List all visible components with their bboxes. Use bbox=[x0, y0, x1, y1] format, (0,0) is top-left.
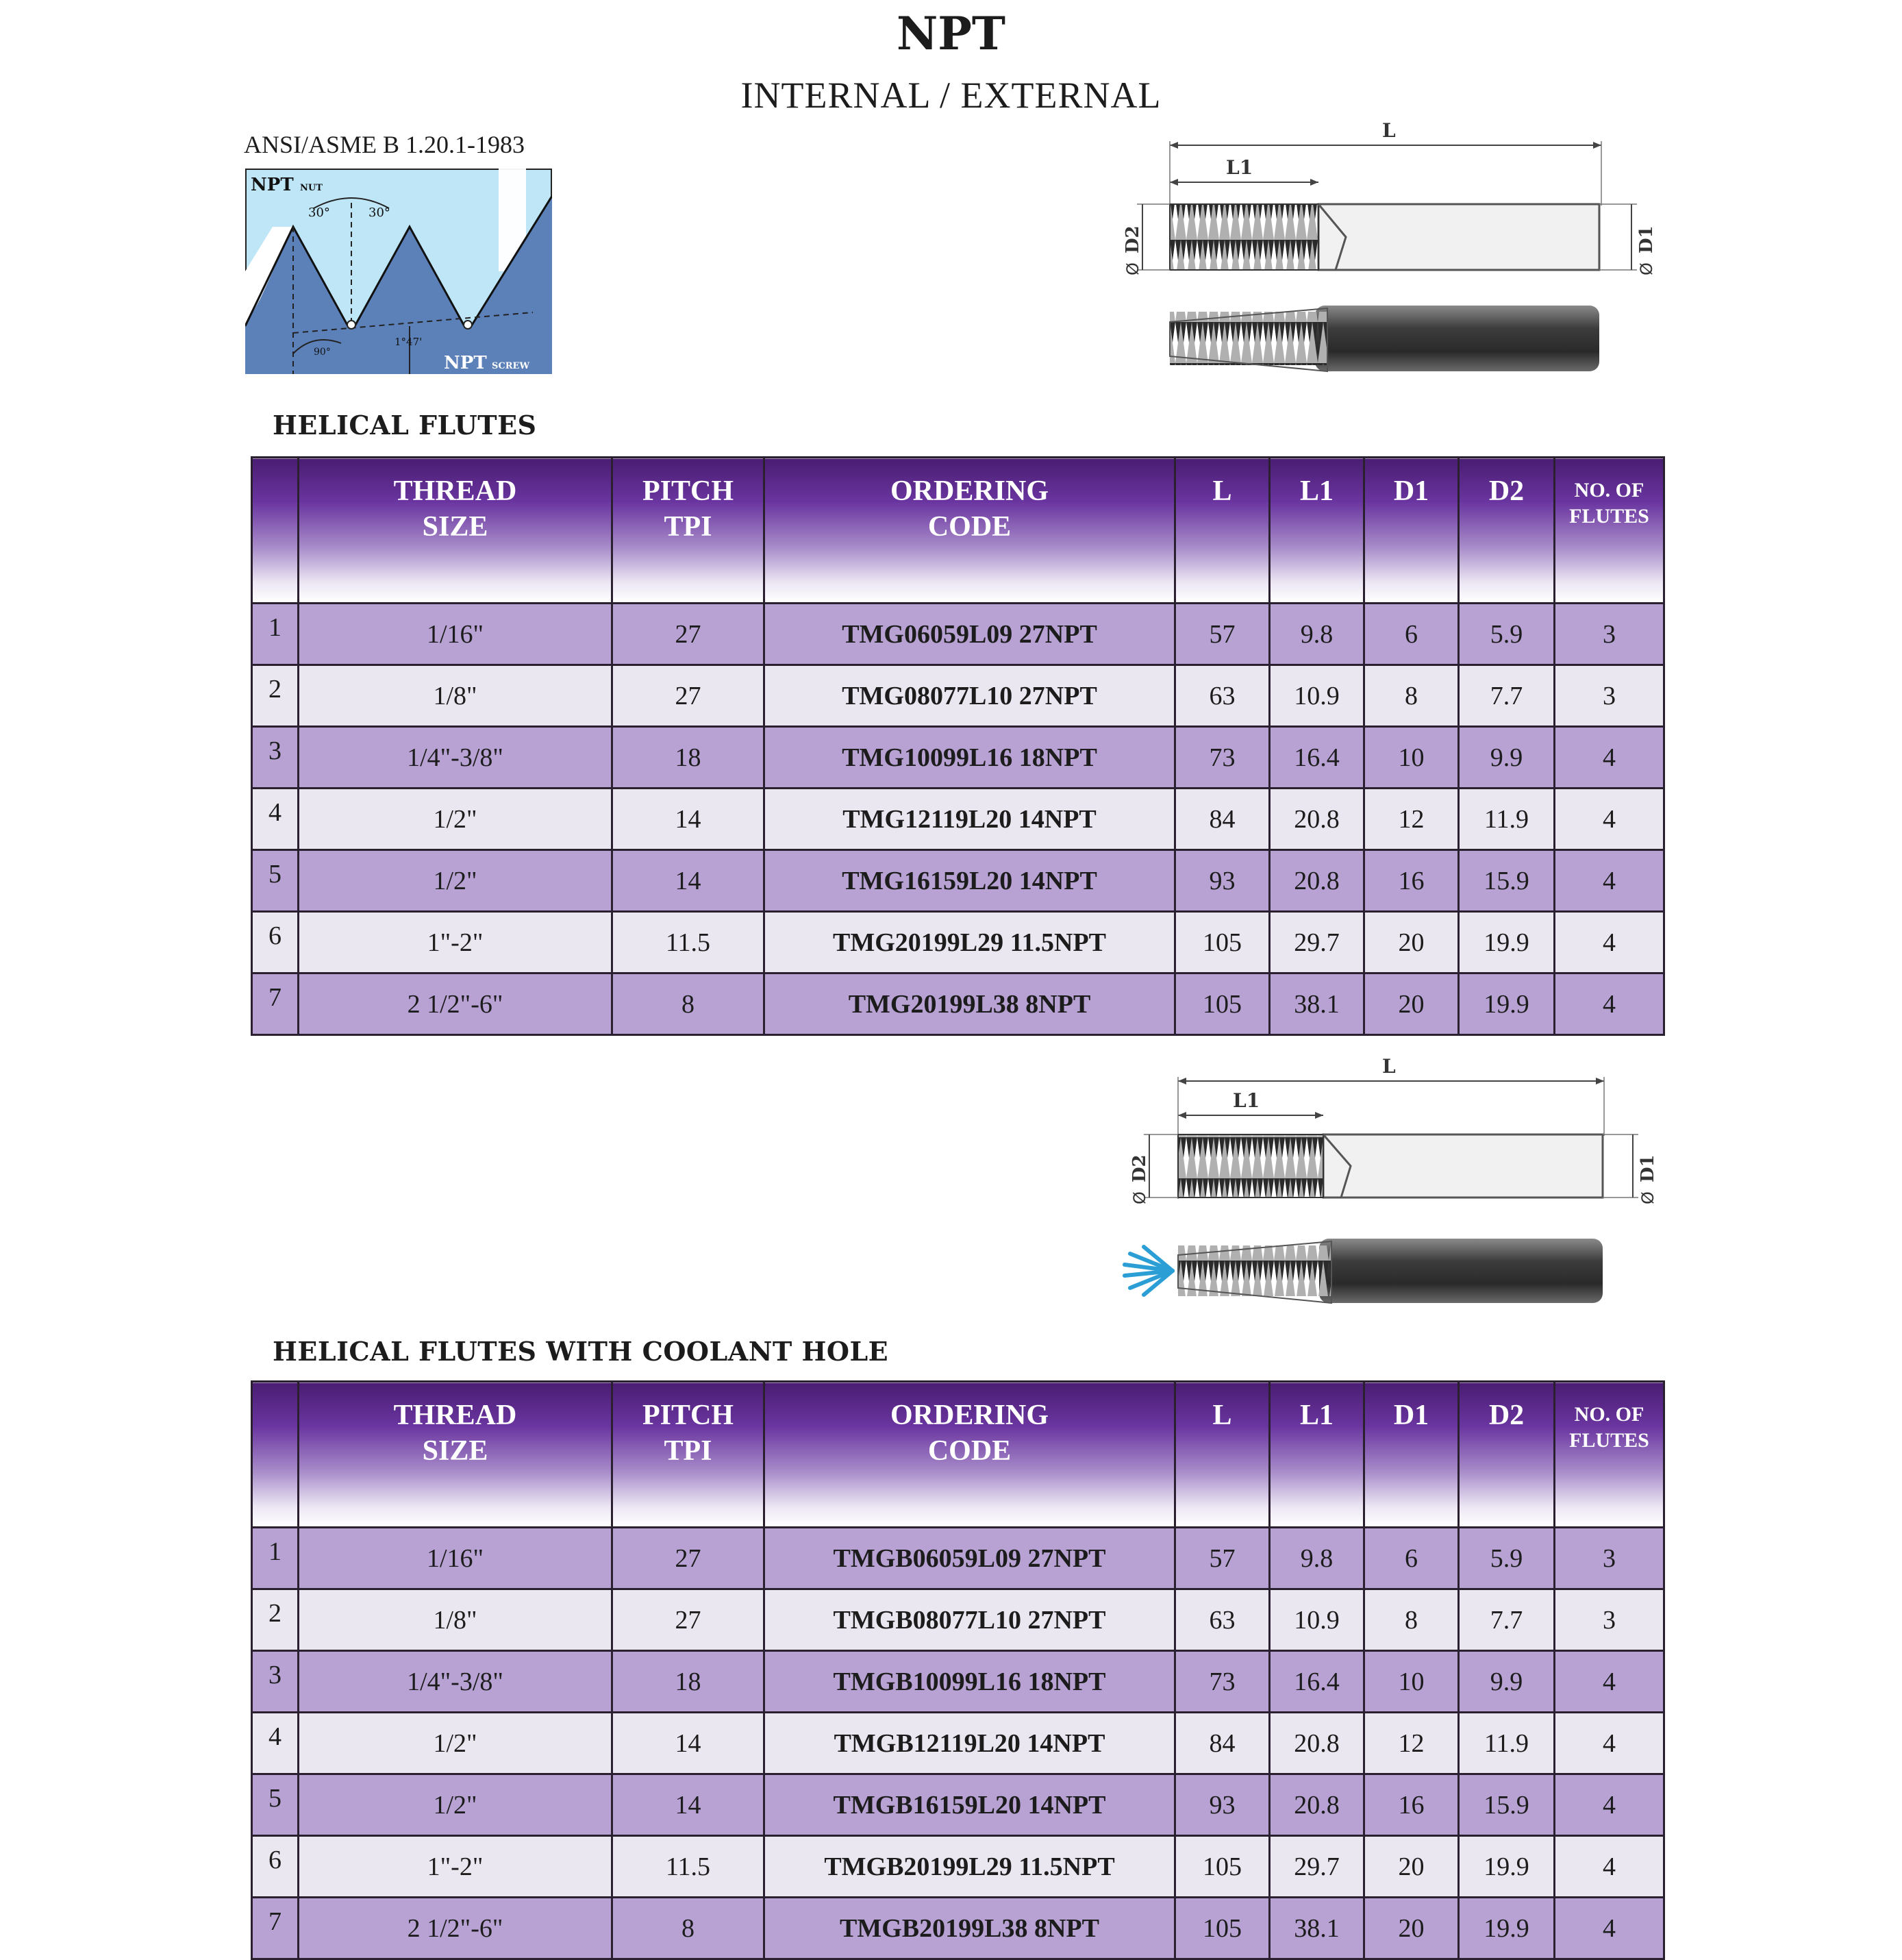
section-title-helical-flutes: HELICAL FLUTES bbox=[273, 410, 537, 441]
thread-size-cell: 1"-2" bbox=[299, 912, 612, 973]
L1-cell: 10.9 bbox=[1270, 665, 1364, 727]
L-cell: 105 bbox=[1175, 1836, 1270, 1898]
flutes-cell: 4 bbox=[1555, 912, 1664, 973]
table-row bbox=[252, 604, 1664, 665]
page-subtitle: INTERNAL / EXTERNAL bbox=[740, 75, 1162, 116]
flutes-cell: 4 bbox=[1555, 727, 1664, 789]
flutes-cell: 3 bbox=[1555, 1589, 1664, 1651]
pitch-cell: 27 bbox=[612, 604, 764, 665]
D1-cell: 20 bbox=[1364, 973, 1459, 1035]
pitch-cell: 18 bbox=[612, 727, 764, 789]
flutes-cell: 4 bbox=[1555, 1651, 1664, 1713]
col-header-L: L bbox=[1175, 458, 1270, 604]
flutes-cell: 4 bbox=[1555, 1774, 1664, 1836]
D2-cell: 5.9 bbox=[1459, 604, 1555, 665]
flutes-cell: 3 bbox=[1555, 1528, 1664, 1589]
helical-flutes-coolant-table bbox=[251, 1380, 1665, 1960]
angle-left-label: 30° bbox=[308, 206, 330, 220]
table-row bbox=[252, 1774, 1664, 1836]
D1-cell: 10 bbox=[1364, 727, 1459, 789]
thread-size-cell: 1/2" bbox=[299, 789, 612, 850]
col-header-ordering-code: ORDERING CODE bbox=[764, 458, 1175, 604]
dim-D1-label: D1 bbox=[1638, 1154, 1658, 1182]
D2-cell: 9.9 bbox=[1459, 727, 1555, 789]
L-cell: 57 bbox=[1175, 604, 1270, 665]
thread-size-cell: 1/4"-3/8" bbox=[299, 1651, 612, 1713]
nut-sub-label: NUT bbox=[300, 183, 323, 193]
ordering-code-cell: TMGB20199L29 11.5NPT bbox=[764, 1836, 1175, 1898]
col-header-flutes: NO. OF FLUTES bbox=[1555, 458, 1664, 604]
thread-size-cell: 1/2" bbox=[299, 850, 612, 912]
row-index: 6 bbox=[252, 1836, 299, 1898]
L-cell: 73 bbox=[1175, 1651, 1270, 1713]
table-row bbox=[252, 1713, 1664, 1774]
pitch-cell: 18 bbox=[612, 1651, 764, 1713]
D2-cell: 5.9 bbox=[1459, 1528, 1555, 1589]
pitch-cell: 8 bbox=[612, 1898, 764, 1959]
diameter-symbol-d1: Ø bbox=[1638, 1191, 1657, 1204]
table-row bbox=[252, 1836, 1664, 1898]
thread-size-cell: 1/2" bbox=[299, 1774, 612, 1836]
pitch-cell: 27 bbox=[612, 665, 764, 727]
ordering-code-cell: TMG20199L38 8NPT bbox=[764, 973, 1175, 1035]
D2-cell: 7.7 bbox=[1459, 1589, 1555, 1651]
D1-cell: 6 bbox=[1364, 604, 1459, 665]
standard-label: ANSI/ASME B 1.20.1-1983 bbox=[244, 131, 525, 158]
L1-cell: 16.4 bbox=[1270, 727, 1364, 789]
col-header-index bbox=[252, 1382, 299, 1528]
L-cell: 63 bbox=[1175, 665, 1270, 727]
coolant-spray-icon bbox=[1125, 1247, 1173, 1295]
pitch-cell: 27 bbox=[612, 1528, 764, 1589]
dim-L1-label: L1 bbox=[1233, 1089, 1260, 1112]
flutes-cell: 3 bbox=[1555, 604, 1664, 665]
col-header-L1: L1 bbox=[1270, 458, 1364, 604]
table-row bbox=[252, 1898, 1664, 1959]
ordering-code-cell: TMGB16159L20 14NPT bbox=[764, 1774, 1175, 1836]
row-index: 3 bbox=[252, 727, 299, 789]
L-cell: 105 bbox=[1175, 973, 1270, 1035]
angle-right-label: 30° bbox=[368, 206, 390, 220]
D1-cell: 16 bbox=[1364, 1774, 1459, 1836]
flutes-cell: 3 bbox=[1555, 665, 1664, 727]
flutes-cell: 4 bbox=[1555, 1836, 1664, 1898]
dim-L-label: L bbox=[1382, 1055, 1396, 1078]
D1-cell: 16 bbox=[1364, 850, 1459, 912]
table-row bbox=[252, 1651, 1664, 1713]
L-cell: 105 bbox=[1175, 912, 1270, 973]
D2-cell: 7.7 bbox=[1459, 665, 1555, 727]
col-header-D2: D2 bbox=[1459, 1382, 1555, 1528]
row-index: 1 bbox=[252, 1528, 299, 1589]
thread-mill-drawing bbox=[1110, 116, 1671, 397]
diameter-symbol-d2: Ø bbox=[1130, 1191, 1149, 1204]
flutes-cell: 4 bbox=[1555, 1898, 1664, 1959]
dim-L-label: L bbox=[1382, 119, 1396, 142]
L1-cell: 29.7 bbox=[1270, 912, 1364, 973]
table-row bbox=[252, 973, 1664, 1035]
dim-D2-label: D2 bbox=[1123, 225, 1143, 253]
ordering-code-cell: TMGB08077L10 27NPT bbox=[764, 1589, 1175, 1651]
L1-cell: 10.9 bbox=[1270, 1589, 1364, 1651]
pitch-cell: 27 bbox=[612, 1589, 764, 1651]
thread-size-cell: 2 1/2"-6" bbox=[299, 1898, 612, 1959]
table-row bbox=[252, 727, 1664, 789]
L-cell: 93 bbox=[1175, 1774, 1270, 1836]
col-header-ordering-code: ORDERING CODE bbox=[764, 1382, 1175, 1528]
L1-cell: 20.8 bbox=[1270, 789, 1364, 850]
ordering-code-cell: TMG12119L20 14NPT bbox=[764, 789, 1175, 850]
row-index: 3 bbox=[252, 1651, 299, 1713]
D2-cell: 15.9 bbox=[1459, 850, 1555, 912]
col-header-L1: L1 bbox=[1270, 1382, 1364, 1528]
pitch-cell: 14 bbox=[612, 1774, 764, 1836]
nut-label: NPT bbox=[251, 175, 294, 195]
col-header-thread-size: THREAD SIZE bbox=[299, 1382, 612, 1528]
D1-cell: 8 bbox=[1364, 1589, 1459, 1651]
thread-size-cell: 1/4"-3/8" bbox=[299, 727, 612, 789]
thread-size-cell: 2 1/2"-6" bbox=[299, 973, 612, 1035]
L1-cell: 29.7 bbox=[1270, 1836, 1364, 1898]
D1-cell: 20 bbox=[1364, 1836, 1459, 1898]
dim-D2-label: D2 bbox=[1129, 1154, 1150, 1182]
thread-size-cell: 1/16" bbox=[299, 1528, 612, 1589]
L-cell: 93 bbox=[1175, 850, 1270, 912]
L-cell: 57 bbox=[1175, 1528, 1270, 1589]
ordering-code-cell: TMG10099L16 18NPT bbox=[764, 727, 1175, 789]
table-header-row bbox=[252, 458, 1664, 604]
thread-size-cell: 1/8" bbox=[299, 1589, 612, 1651]
table-row bbox=[252, 850, 1664, 912]
thread-mill-coolant-drawing bbox=[1110, 1055, 1671, 1322]
col-header-D1: D1 bbox=[1364, 1382, 1459, 1528]
row-index: 2 bbox=[252, 665, 299, 727]
L1-cell: 38.1 bbox=[1270, 1898, 1364, 1959]
table-row bbox=[252, 1528, 1664, 1589]
L1-cell: 9.8 bbox=[1270, 604, 1364, 665]
L-cell: 73 bbox=[1175, 727, 1270, 789]
D2-cell: 19.9 bbox=[1459, 1898, 1555, 1959]
L1-cell: 20.8 bbox=[1270, 850, 1364, 912]
D1-cell: 12 bbox=[1364, 789, 1459, 850]
flutes-cell: 4 bbox=[1555, 850, 1664, 912]
pitch-cell: 11.5 bbox=[612, 912, 764, 973]
D1-cell: 20 bbox=[1364, 1898, 1459, 1959]
flutes-cell: 4 bbox=[1555, 1713, 1664, 1774]
col-header-D2: D2 bbox=[1459, 458, 1555, 604]
col-header-L: L bbox=[1175, 1382, 1270, 1528]
D2-cell: 15.9 bbox=[1459, 1774, 1555, 1836]
D2-cell: 19.9 bbox=[1459, 973, 1555, 1035]
row-index: 1 bbox=[252, 604, 299, 665]
D1-cell: 10 bbox=[1364, 1651, 1459, 1713]
taper-label: 1°47' bbox=[395, 336, 423, 348]
helical-flutes-table bbox=[251, 456, 1665, 1036]
D2-cell: 11.9 bbox=[1459, 789, 1555, 850]
pitch-cell: 14 bbox=[612, 1713, 764, 1774]
col-header-D1: D1 bbox=[1364, 458, 1459, 604]
flutes-cell: 4 bbox=[1555, 973, 1664, 1035]
table-row bbox=[252, 665, 1664, 727]
angle-90-label: 90° bbox=[314, 347, 331, 358]
thread-size-cell: 1/16" bbox=[299, 604, 612, 665]
ordering-code-cell: TMGB20199L38 8NPT bbox=[764, 1898, 1175, 1959]
D1-cell: 8 bbox=[1364, 665, 1459, 727]
col-header-pitch: PITCH TPI bbox=[612, 1382, 764, 1528]
screw-sub-label: SCREW bbox=[492, 361, 530, 371]
page-title: NPT bbox=[896, 7, 1006, 60]
pitch-cell: 14 bbox=[612, 850, 764, 912]
col-header-flutes: NO. OF FLUTES bbox=[1555, 1382, 1664, 1528]
table-row bbox=[252, 1589, 1664, 1651]
col-header-index bbox=[252, 458, 299, 604]
L-cell: 105 bbox=[1175, 1898, 1270, 1959]
L1-cell: 20.8 bbox=[1270, 1713, 1364, 1774]
dim-D1-label: D1 bbox=[1636, 225, 1657, 253]
ordering-code-cell: TMG06059L09 27NPT bbox=[764, 604, 1175, 665]
diameter-symbol-d2: Ø bbox=[1123, 262, 1142, 275]
dim-L1-label: L1 bbox=[1226, 156, 1253, 179]
ordering-code-cell: TMG08077L10 27NPT bbox=[764, 665, 1175, 727]
row-index: 6 bbox=[252, 912, 299, 973]
col-header-thread-size: THREAD SIZE bbox=[299, 458, 612, 604]
row-index: 4 bbox=[252, 1713, 299, 1774]
L1-cell: 16.4 bbox=[1270, 1651, 1364, 1713]
pitch-cell: 14 bbox=[612, 789, 764, 850]
ordering-code-cell: TMG16159L20 14NPT bbox=[764, 850, 1175, 912]
diameter-symbol-d1: Ø bbox=[1637, 262, 1656, 275]
thread-profile-diagram bbox=[245, 169, 552, 374]
L-cell: 84 bbox=[1175, 1713, 1270, 1774]
section-title-helical-flutes-coolant: HELICAL FLUTES WITH COOLANT HOLE bbox=[273, 1336, 889, 1367]
table-header-row bbox=[252, 1382, 1664, 1528]
row-index: 7 bbox=[252, 1898, 299, 1959]
pitch-cell: 11.5 bbox=[612, 1836, 764, 1898]
thread-size-cell: 1/8" bbox=[299, 665, 612, 727]
D2-cell: 19.9 bbox=[1459, 1836, 1555, 1898]
ordering-code-cell: TMGB06059L09 27NPT bbox=[764, 1528, 1175, 1589]
flutes-cell: 4 bbox=[1555, 789, 1664, 850]
row-index: 4 bbox=[252, 789, 299, 850]
L1-cell: 20.8 bbox=[1270, 1774, 1364, 1836]
D1-cell: 20 bbox=[1364, 912, 1459, 973]
L1-cell: 38.1 bbox=[1270, 973, 1364, 1035]
col-header-pitch: PITCH TPI bbox=[612, 458, 764, 604]
L-cell: 84 bbox=[1175, 789, 1270, 850]
ordering-code-cell: TMGB10099L16 18NPT bbox=[764, 1651, 1175, 1713]
table-row bbox=[252, 789, 1664, 850]
D2-cell: 9.9 bbox=[1459, 1651, 1555, 1713]
thread-size-cell: 1/2" bbox=[299, 1713, 612, 1774]
ordering-code-cell: TMG20199L29 11.5NPT bbox=[764, 912, 1175, 973]
row-index: 5 bbox=[252, 850, 299, 912]
thread-size-cell: 1"-2" bbox=[299, 1836, 612, 1898]
D2-cell: 19.9 bbox=[1459, 912, 1555, 973]
D2-cell: 11.9 bbox=[1459, 1713, 1555, 1774]
L-cell: 63 bbox=[1175, 1589, 1270, 1651]
ordering-code-cell: TMGB12119L20 14NPT bbox=[764, 1713, 1175, 1774]
L1-cell: 9.8 bbox=[1270, 1528, 1364, 1589]
pitch-cell: 8 bbox=[612, 973, 764, 1035]
screw-label: NPT bbox=[444, 353, 487, 373]
D1-cell: 12 bbox=[1364, 1713, 1459, 1774]
row-index: 2 bbox=[252, 1589, 299, 1651]
D1-cell: 6 bbox=[1364, 1528, 1459, 1589]
row-index: 5 bbox=[252, 1774, 299, 1836]
row-index: 7 bbox=[252, 973, 299, 1035]
table-row bbox=[252, 912, 1664, 973]
